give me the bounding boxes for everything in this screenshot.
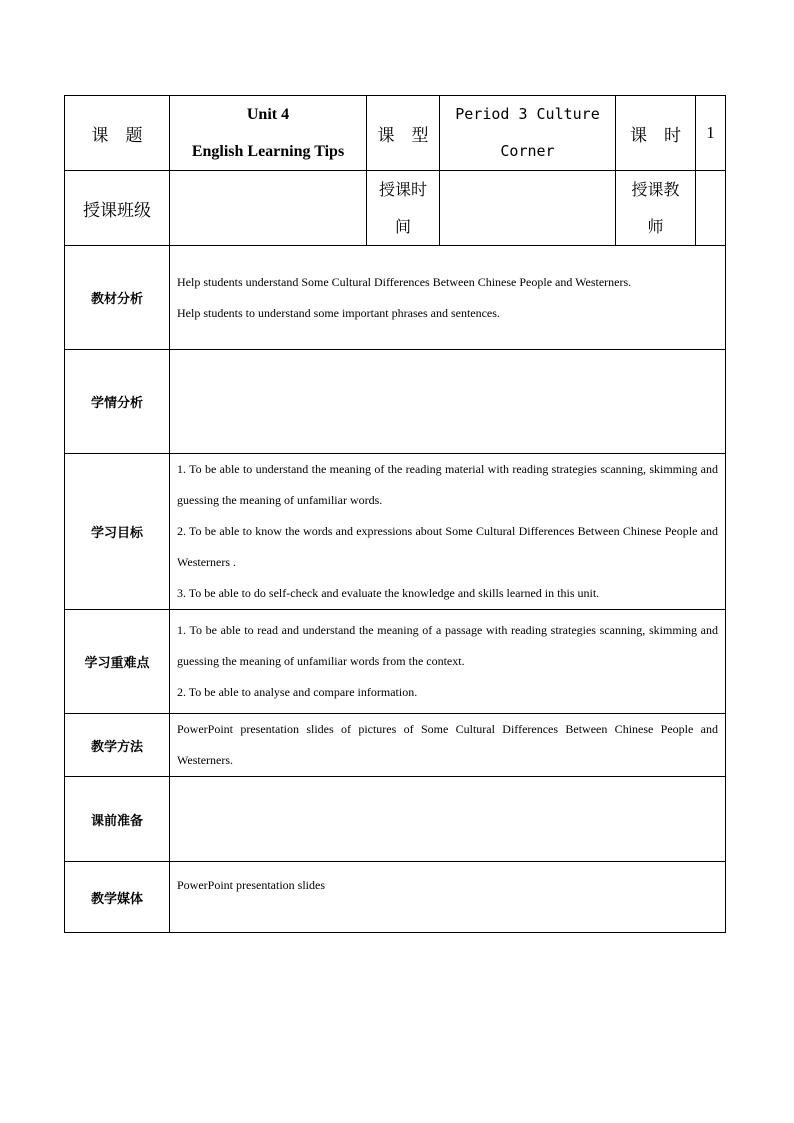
time-label-cell	[367, 171, 440, 246]
methods-row	[65, 714, 726, 777]
preparation-label-cell	[65, 777, 170, 862]
unit-title-cell	[170, 96, 367, 171]
key-point-item-1: 1. To be able to read and understand the meaning of a passage with reading strategies scanning, skimming and guessing the meaning of unfamiliar words from the context.	[177, 623, 718, 668]
period-line-2: Corner	[500, 142, 555, 160]
methods-label: 教学方法	[90, 739, 143, 755]
objectives-label-cell	[65, 454, 170, 610]
time-label-line-1: 授课时	[378, 180, 427, 199]
preparation-row	[65, 777, 726, 862]
media-text: PowerPoint presentation slides	[177, 878, 325, 892]
teacher-label-line-2: 师	[647, 217, 664, 236]
media-label-cell	[65, 862, 170, 933]
media-row	[65, 862, 726, 933]
methods-content	[170, 714, 726, 777]
teacher-label-line-1: 授课教	[631, 180, 680, 199]
topic-label: 课 题	[91, 125, 143, 146]
lesson-plan-table	[64, 95, 726, 933]
learner-label-cell	[65, 350, 170, 454]
hours-value: 1	[706, 123, 715, 142]
class-label: 授课班级	[83, 200, 151, 221]
header-row	[65, 96, 726, 171]
period-line-1: Period 3 Culture	[455, 105, 600, 123]
hours-label: 课 时	[630, 125, 681, 146]
objectives-label: 学习目标	[90, 526, 143, 541]
materials-row	[65, 246, 726, 350]
time-label-line-2: 间	[394, 217, 411, 236]
materials-content	[170, 246, 726, 350]
type-label-cell	[367, 96, 440, 171]
learner-row	[65, 350, 726, 454]
hours-label-cell	[616, 96, 696, 171]
key-points-content	[170, 610, 726, 714]
topic-label-cell	[65, 96, 170, 171]
unit-title: English Learning Tips	[191, 143, 345, 160]
preparation-content	[170, 777, 726, 862]
methods-label-cell	[65, 714, 170, 777]
class-row	[65, 171, 726, 246]
objective-item-3: 3. To be able to do self-check and evaluate the knowledge and skills learned in this unit.	[177, 586, 600, 600]
unit-number: Unit 4	[246, 106, 290, 123]
methods-text: PowerPoint presentation slides of pictures of Some Cultural Differences Between Chinese People and Westerners.	[177, 722, 718, 767]
class-value-cell	[170, 171, 367, 246]
objective-item-1: 1. To be able to understand the meaning of the reading material with reading strategies scanning, skimming and guessing the meaning of unfamiliar words.	[177, 462, 718, 507]
period-cell	[440, 96, 616, 171]
media-content	[170, 862, 726, 933]
type-label: 课 型	[377, 125, 429, 146]
time-value-cell	[440, 171, 616, 246]
key-points-label-cell	[65, 610, 170, 714]
objectives-content	[170, 454, 726, 610]
materials-line-1: Help students understand Some Cultural Differences Between Chinese People and Westerners.	[177, 274, 632, 289]
learner-content	[170, 350, 726, 454]
objectives-row	[65, 454, 726, 610]
objective-item-2: 2. To be able to know the words and expressions about Some Cultural Differences Between Chinese People and Westerners .	[177, 524, 718, 569]
class-label-cell	[65, 171, 170, 246]
materials-label: 教材分析	[90, 292, 143, 307]
hours-value-cell	[696, 96, 726, 171]
learner-label: 学情分析	[90, 396, 143, 411]
key-point-item-2: 2. To be able to analyse and compare information.	[177, 685, 418, 699]
materials-label-cell	[65, 246, 170, 350]
media-label: 教学媒体	[90, 891, 143, 907]
materials-line-2: Help students to understand some important phrases and sentences.	[177, 305, 500, 320]
key-points-row	[65, 610, 726, 714]
teacher-value-cell	[696, 171, 726, 246]
preparation-label: 课前准备	[90, 813, 143, 829]
teacher-label-cell	[616, 171, 696, 246]
key-points-label: 学习重难点	[84, 656, 150, 671]
